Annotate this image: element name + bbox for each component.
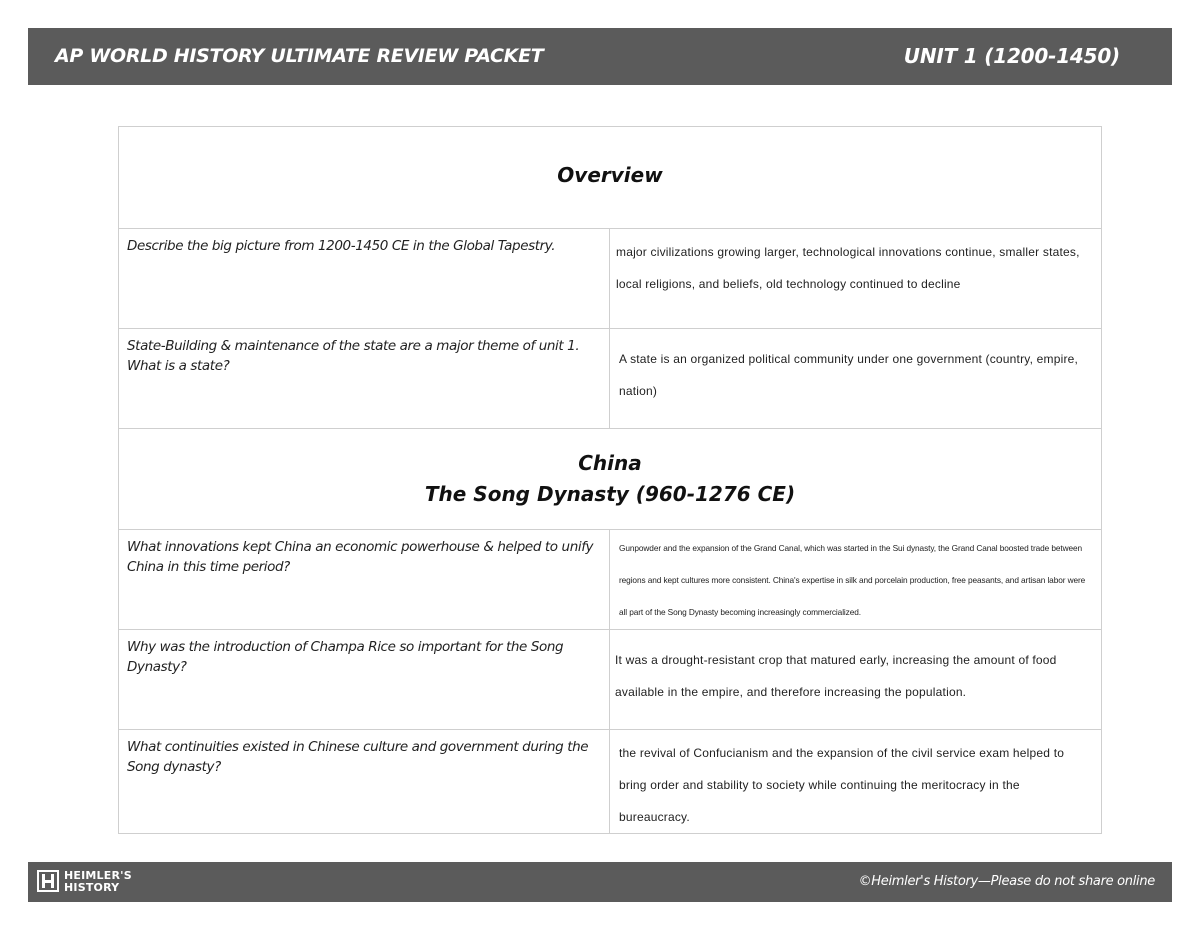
review-table — [118, 126, 1102, 834]
answer-text[interactable]: A state is an organized political community under one government (country, empire, nation) — [619, 352, 1079, 398]
header-bar — [28, 28, 1172, 85]
section-header-china — [119, 429, 1102, 530]
section-title-overview: Overview — [557, 163, 663, 187]
answer-text[interactable]: It was a drought-resistant crop that matured early, increasing the amount of food available in the empire, and therefore increasing the population. — [615, 653, 1057, 699]
question-text: Describe the big picture from 1200-1450 CE in the Global Tapestry. — [127, 238, 556, 254]
packet-title: AP WORLD HISTORY ULTIMATE REVIEW PACKET — [55, 45, 544, 67]
question-text: What continuities existed in Chinese culture and government during the Song dynasty? — [127, 739, 589, 775]
section-header-overview — [119, 127, 1102, 229]
table-row — [119, 530, 1102, 630]
footer-bar — [28, 862, 1172, 902]
table-row — [119, 630, 1102, 730]
answer-text[interactable]: the revival of Confucianism and the expansion of the civil service exam helped to bring order and stability to society while continuing the meritocracy in the bureaucracy. — [619, 746, 1065, 824]
table-row — [119, 229, 1102, 329]
table-row — [119, 730, 1102, 834]
heimlers-history-logo-icon — [37, 870, 59, 892]
section-subtitle-song-dynasty: The Song Dynasty (960-1276 CE) — [424, 482, 796, 506]
logo-line-1: HEIMLER'S — [64, 869, 132, 882]
answer-text[interactable]: major civilizations growing larger, technological innovations continue, smaller states, local religions, and beliefs, old technology continued to decline — [616, 245, 1080, 291]
section-title-china: China — [578, 451, 642, 475]
answer-text[interactable]: Gunpowder and the expansion of the Grand Canal, which was started in the Sui dynasty, the Grand Canal boosted trade between regions and kept cultures more consistent. China's expertise in silk and porcelain production, free peasants, and artisan labor were all part of the Song Dynasty becoming increasingly commercialized. — [619, 543, 1086, 617]
heimlers-history-logo — [37, 869, 157, 895]
table-row — [119, 329, 1102, 429]
unit-label: UNIT 1 (1200-1450) — [903, 44, 1120, 68]
question-text: Why was the introduction of Champa Rice so important for the Song Dynasty? — [127, 639, 564, 675]
question-text: State-Building & maintenance of the state are a major theme of unit 1. What is a state? — [127, 338, 580, 374]
copyright-note: ©Heimler's History—Please do not share online — [858, 874, 1155, 889]
question-text: What innovations kept China an economic powerhouse & helped to unify China in this time period? — [127, 539, 594, 575]
logo-line-2: HISTORY — [64, 881, 120, 894]
